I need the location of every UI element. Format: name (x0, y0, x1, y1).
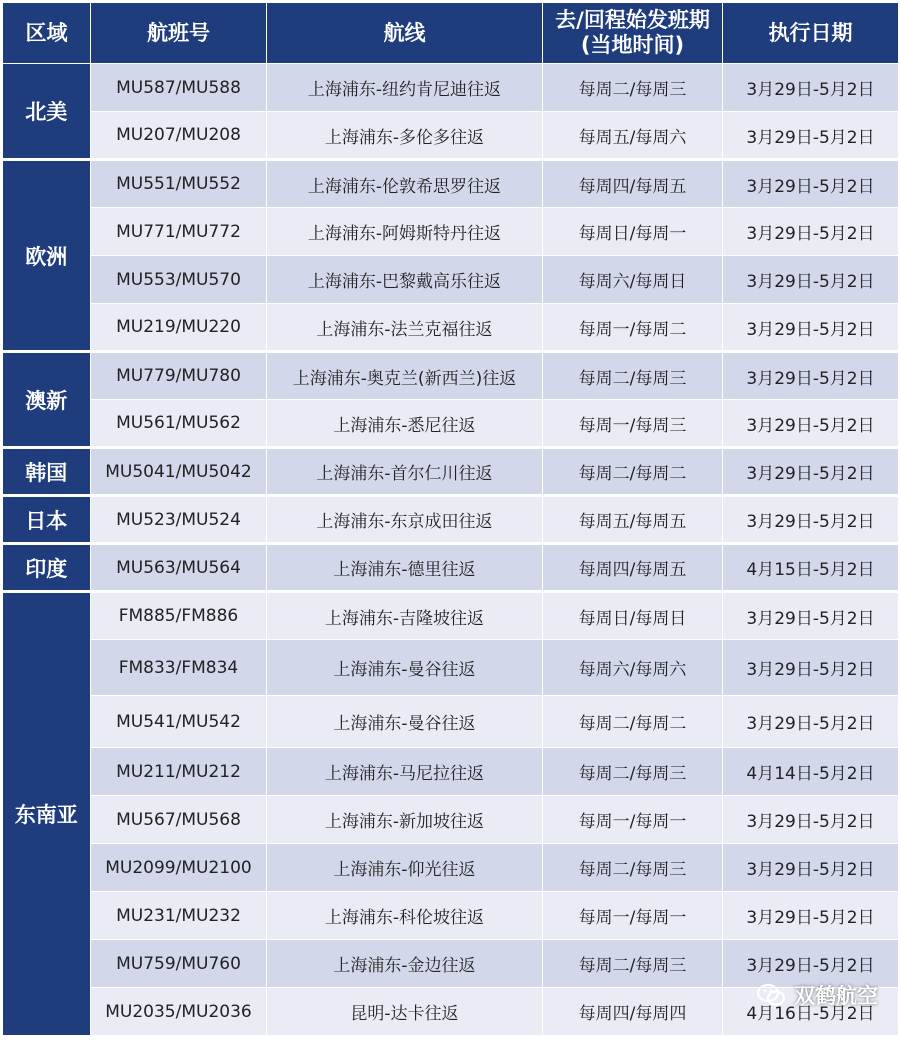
route: 上海浦东-科伦坡往返 (267, 892, 543, 940)
header-days-line2: (当地时间) (580, 33, 685, 57)
table-row (3, 112, 899, 160)
route: 上海浦东-金边往返 (267, 940, 543, 988)
route: 上海浦东-悉尼往返 (267, 400, 543, 448)
schedule-days: 每周四/每周四 (543, 988, 723, 1036)
region-cell: 澳新 (3, 352, 91, 448)
execution-dates: 3月29日-5月2日 (723, 160, 899, 208)
schedule-days: 每周一/每周一 (543, 796, 723, 844)
execution-dates: 3月29日-5月2日 (723, 64, 899, 112)
region-cell: 欧洲 (3, 160, 91, 352)
flight-number: MU219/MU220 (91, 304, 267, 352)
flight-number: MU759/MU760 (91, 940, 267, 988)
table-row (3, 256, 899, 304)
schedule-days: 每周四/每周五 (543, 160, 723, 208)
execution-dates: 3月29日-5月2日 (723, 112, 899, 160)
table-row (3, 64, 899, 112)
schedule-days: 每周二/每周二 (543, 696, 723, 748)
execution-dates: 3月29日-5月2日 (723, 940, 899, 988)
table-row (3, 592, 899, 640)
route: 上海浦东-曼谷往返 (267, 640, 543, 696)
flight-number: MU541/MU542 (91, 696, 267, 748)
header-days-line1: 去/回程始发班期 (555, 8, 710, 32)
flight-number: MU561/MU562 (91, 400, 267, 448)
route: 上海浦东-曼谷往返 (267, 696, 543, 748)
route: 上海浦东-首尔仁川往返 (267, 448, 543, 496)
execution-dates: 3月29日-5月2日 (723, 892, 899, 940)
route: 昆明-达卡往返 (267, 988, 543, 1036)
schedule-days: 每周一/每周三 (543, 400, 723, 448)
route: 上海浦东-仰光往返 (267, 844, 543, 892)
watermark-text: 双鹤航空 (794, 984, 878, 1008)
route: 上海浦东-法兰克福往返 (267, 304, 543, 352)
schedule-days: 每周六/每周六 (543, 640, 723, 696)
schedule-days: 每周六/每周日 (543, 256, 723, 304)
table-row (3, 352, 899, 400)
schedule-days: 每周一/每周一 (543, 892, 723, 940)
execution-dates: 3月29日-5月2日 (723, 640, 899, 696)
table-row (3, 496, 899, 544)
flight-number: MU587/MU588 (91, 64, 267, 112)
table-body (3, 64, 899, 1036)
region-cell: 东南亚 (3, 592, 91, 1036)
execution-dates: 3月29日-5月2日 (723, 696, 899, 748)
flight-number: MU211/MU212 (91, 748, 267, 796)
flight-number: MU2035/MU2036 (91, 988, 267, 1036)
header-row (3, 3, 899, 64)
table-row (3, 304, 899, 352)
flight-number: MU553/MU570 (91, 256, 267, 304)
schedule-days: 每周四/每周五 (543, 544, 723, 592)
execution-dates: 3月29日-5月2日 (723, 844, 899, 892)
route: 上海浦东-伦敦希思罗往返 (267, 160, 543, 208)
header-days (543, 3, 723, 64)
schedule-days: 每周二/每周三 (543, 352, 723, 400)
flight-number: MU551/MU552 (91, 160, 267, 208)
table-row (3, 448, 899, 496)
schedule-days: 每周二/每周二 (543, 448, 723, 496)
wechat-icon (756, 983, 788, 1007)
watermark (756, 980, 878, 1010)
flight-table (2, 2, 899, 1036)
table-row (3, 844, 899, 892)
table-row (3, 696, 899, 748)
flight-number: MU523/MU524 (91, 496, 267, 544)
region-cell: 韩国 (3, 448, 91, 496)
route: 上海浦东-巴黎戴高乐往返 (267, 256, 543, 304)
route: 上海浦东-纽约肯尼迪往返 (267, 64, 543, 112)
execution-dates: 3月29日-5月2日 (723, 352, 899, 400)
execution-dates: 3月29日-5月2日 (723, 796, 899, 844)
execution-dates: 3月29日-5月2日 (723, 304, 899, 352)
execution-dates: 3月29日-5月2日 (723, 448, 899, 496)
table-row (3, 208, 899, 256)
region-cell: 北美 (3, 64, 91, 160)
execution-dates: 4月15日-5月2日 (723, 544, 899, 592)
flight-number: MU779/MU780 (91, 352, 267, 400)
route: 上海浦东-马尼拉往返 (267, 748, 543, 796)
execution-dates: 3月29日-5月2日 (723, 256, 899, 304)
table-row (3, 400, 899, 448)
table-row (3, 544, 899, 592)
schedule-days: 每周二/每周三 (543, 64, 723, 112)
schedule-days: 每周五/每周五 (543, 496, 723, 544)
execution-dates: 3月29日-5月2日 (723, 592, 899, 640)
route: 上海浦东-东京成田往返 (267, 496, 543, 544)
route: 上海浦东-新加坡往返 (267, 796, 543, 844)
route: 上海浦东-阿姆斯特丹往返 (267, 208, 543, 256)
flight-number: MU567/MU568 (91, 796, 267, 844)
table-row (3, 796, 899, 844)
flight-number: MU771/MU772 (91, 208, 267, 256)
flight-number: FM885/FM886 (91, 592, 267, 640)
table-row (3, 640, 899, 696)
region-cell: 日本 (3, 496, 91, 544)
schedule-days: 每周二/每周三 (543, 940, 723, 988)
header-dates: 执行日期 (723, 3, 899, 64)
flight-schedule (2, 2, 898, 1036)
flight-number: MU5041/MU5042 (91, 448, 267, 496)
schedule-days: 每周一/每周二 (543, 304, 723, 352)
header-flight: 航班号 (91, 3, 267, 64)
route: 上海浦东-德里往返 (267, 544, 543, 592)
table-row (3, 160, 899, 208)
route: 上海浦东-奥克兰(新西兰)往返 (267, 352, 543, 400)
flight-number: MU563/MU564 (91, 544, 267, 592)
header-route: 航线 (267, 3, 543, 64)
flight-number: MU231/MU232 (91, 892, 267, 940)
flight-number: MU2099/MU2100 (91, 844, 267, 892)
schedule-days: 每周二/每周三 (543, 844, 723, 892)
execution-dates: 4月14日-5月2日 (723, 748, 899, 796)
execution-dates: 3月29日-5月2日 (723, 208, 899, 256)
schedule-days: 每周五/每周六 (543, 112, 723, 160)
route: 上海浦东-多伦多往返 (267, 112, 543, 160)
table-row (3, 892, 899, 940)
execution-dates: 3月29日-5月2日 (723, 400, 899, 448)
schedule-days: 每周日/每周日 (543, 592, 723, 640)
table-row (3, 748, 899, 796)
header-region: 区域 (3, 3, 91, 64)
schedule-days: 每周日/每周一 (543, 208, 723, 256)
region-cell: 印度 (3, 544, 91, 592)
flight-number: FM833/FM834 (91, 640, 267, 696)
route: 上海浦东-吉隆坡往返 (267, 592, 543, 640)
schedule-days: 每周二/每周三 (543, 748, 723, 796)
flight-number: MU207/MU208 (91, 112, 267, 160)
execution-dates: 4月16日-5月2日 (723, 988, 899, 1036)
execution-dates: 3月29日-5月2日 (723, 496, 899, 544)
